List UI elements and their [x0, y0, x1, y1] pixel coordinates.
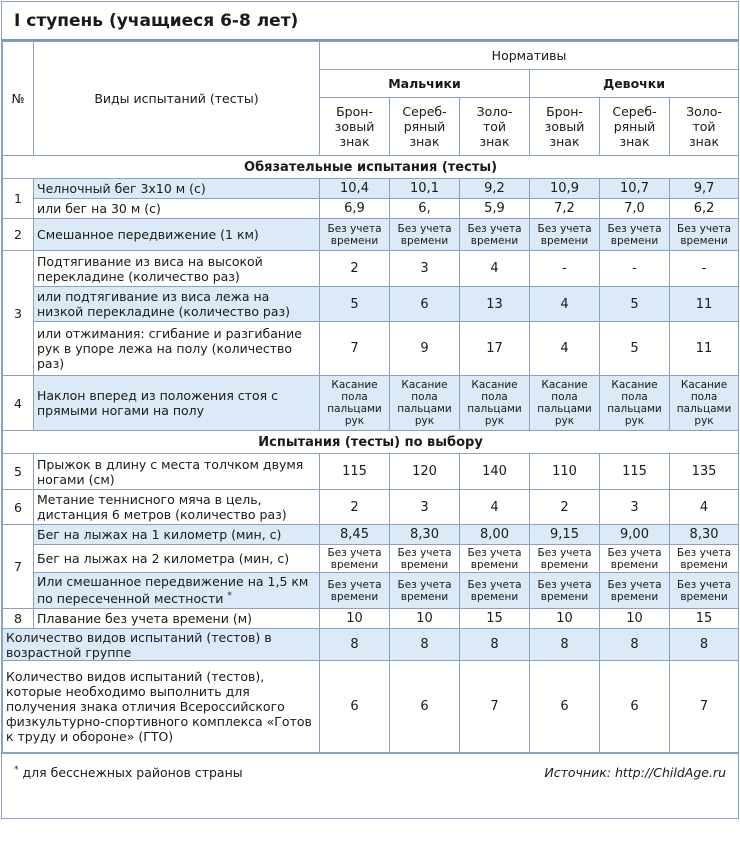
norm-value-boys-silver: Без учета времени — [390, 545, 460, 573]
norm-value-boys-gold: Без учета времени — [460, 573, 530, 609]
norm-value-boys-gold: Касание пола пальцами рук — [460, 376, 530, 431]
norm-value-girls-gold: 8,30 — [670, 525, 739, 545]
norm-value-boys-gold: 4 — [460, 490, 530, 525]
test-name: Подтягивание из виса на высокой перекладине (количество раз) — [34, 251, 320, 287]
norm-value-boys-bronze: 10 — [320, 609, 390, 629]
norm-value-girls-gold: 15 — [670, 609, 739, 629]
table-row — [3, 629, 739, 661]
norm-value-girls-bronze: 7,2 — [530, 199, 600, 219]
norm-value-girls-gold: Без учета времени — [670, 545, 739, 573]
header-tests: Виды испытаний (тесты) — [34, 42, 320, 156]
norm-value-girls-bronze: 110 — [530, 454, 600, 490]
norm-value-girls-bronze: 10 — [530, 609, 600, 629]
table-row — [3, 179, 739, 199]
header-girls: Девочки — [530, 70, 739, 98]
norm-value-boys-bronze: 5 — [320, 287, 390, 322]
header-silver-badge-boys: Сереб- ряный знак — [390, 98, 460, 156]
header-gold-badge-girls: Золо- той знак — [670, 98, 739, 156]
header-silver-badge-girls: Сереб- ряный знак — [600, 98, 670, 156]
norm-value-girls-silver: 8 — [600, 629, 670, 661]
table-row — [3, 287, 739, 322]
page-title-bar — [2, 2, 738, 41]
norm-value-boys-gold: 15 — [460, 609, 530, 629]
norm-value-girls-bronze: 6 — [530, 661, 600, 753]
norm-value-girls-silver: 9,00 — [600, 525, 670, 545]
header-bronze-badge-girls: Брон- зовый знак — [530, 98, 600, 156]
norm-value-girls-silver: 5 — [600, 287, 670, 322]
row-number: 8 — [3, 609, 34, 629]
norm-value-boys-silver: Касание пола пальцами рук — [390, 376, 460, 431]
norm-value-boys-bronze: 2 — [320, 490, 390, 525]
norm-value-boys-silver: 6 — [390, 661, 460, 753]
norm-value-girls-silver: 10 — [600, 609, 670, 629]
norm-value-boys-bronze: Без учета времени — [320, 545, 390, 573]
test-name: Наклон вперед из положения стоя с прямыми ногами на полу — [34, 376, 320, 431]
table-row — [3, 490, 739, 525]
header-bronze-badge-boys: Брон- зовый знак — [320, 98, 390, 156]
test-name: Прыжок в длину с места толчком двумя ногами (см) — [34, 454, 320, 490]
source-text: Источник: http://ChildAge.ru — [544, 765, 726, 780]
norm-value-girls-silver: 10,7 — [600, 179, 670, 199]
norm-value-girls-silver: Без учета времени — [600, 573, 670, 609]
row-number: 2 — [3, 219, 34, 251]
norm-value-boys-silver: 3 — [390, 251, 460, 287]
norm-value-boys-bronze: 7 — [320, 322, 390, 376]
table-row — [3, 219, 739, 251]
norm-value-girls-silver: Без учета времени — [600, 545, 670, 573]
row-number: 1 — [3, 179, 34, 219]
row-number: 7 — [3, 525, 34, 609]
norm-value-girls-gold: Без учета времени — [670, 573, 739, 609]
test-name: или подтягивание из виса лежа на низкой перекладине (количество раз) — [34, 287, 320, 322]
test-name: или отжимания: сгибание и разгибание рук в упоре лежа на полу (количество раз) — [34, 322, 320, 376]
norm-value-boys-silver: 6, — [390, 199, 460, 219]
norm-value-boys-bronze: 8 — [320, 629, 390, 661]
norm-value-boys-gold: Без учета времени — [460, 219, 530, 251]
test-name: или бег на 30 м (с) — [34, 199, 320, 219]
norm-value-boys-silver: 3 — [390, 490, 460, 525]
table-row — [3, 199, 739, 219]
norm-value-boys-silver: 8 — [390, 629, 460, 661]
norm-value-girls-silver: 3 — [600, 490, 670, 525]
norm-value-boys-gold: 13 — [460, 287, 530, 322]
norm-value-girls-bronze: 4 — [530, 322, 600, 376]
row-number: 3 — [3, 251, 34, 376]
norm-value-boys-silver: 6 — [390, 287, 460, 322]
norm-value-girls-gold: - — [670, 251, 739, 287]
norm-value-boys-gold: 140 — [460, 454, 530, 490]
norm-value-boys-silver: Без учета времени — [390, 219, 460, 251]
norm-value-girls-gold: Без учета времени — [670, 219, 739, 251]
header-gold-badge-boys: Золо- той знак — [460, 98, 530, 156]
header-num: № — [3, 42, 34, 156]
norm-value-girls-silver: Касание пола пальцами рук — [600, 376, 670, 431]
norm-value-boys-silver: 10 — [390, 609, 460, 629]
norm-value-girls-gold: 11 — [670, 322, 739, 376]
norm-value-girls-silver: - — [600, 251, 670, 287]
norm-value-boys-gold: 7 — [460, 661, 530, 753]
norm-value-girls-gold: 135 — [670, 454, 739, 490]
norm-value-girls-gold: 8 — [670, 629, 739, 661]
test-name: Или смешанное передвижение на 1,5 км по пересеченной местности * — [34, 573, 320, 609]
norm-value-girls-bronze: Без учета времени — [530, 219, 600, 251]
norm-value-boys-bronze: 2 — [320, 251, 390, 287]
norm-value-boys-gold: 8,00 — [460, 525, 530, 545]
norm-value-boys-gold: 9,2 — [460, 179, 530, 199]
norm-value-girls-silver: Без учета времени — [600, 219, 670, 251]
norm-value-boys-silver: 8,30 — [390, 525, 460, 545]
norm-value-girls-gold: Касание пола пальцами рук — [670, 376, 739, 431]
table-row — [3, 376, 739, 431]
table-row — [3, 322, 739, 376]
summary-label: Количество видов испытаний (тестов) в возрастной группе — [3, 629, 320, 661]
footnote: * для бесснежных районов страны — [14, 764, 243, 781]
norm-value-boys-bronze: 6,9 — [320, 199, 390, 219]
norm-value-boys-silver: 10,1 — [390, 179, 460, 199]
test-name: Плавание без учета времени (м) — [34, 609, 320, 629]
norm-value-girls-bronze: 8 — [530, 629, 600, 661]
test-name: Смешанное передвижение (1 км) — [34, 219, 320, 251]
norm-value-boys-bronze: Без учета времени — [320, 573, 390, 609]
norm-value-boys-gold: 8 — [460, 629, 530, 661]
norm-value-boys-bronze: Без учета времени — [320, 219, 390, 251]
norm-value-girls-bronze: Без учета времени — [530, 545, 600, 573]
norm-value-girls-silver: 6 — [600, 661, 670, 753]
norm-value-girls-gold: 4 — [670, 490, 739, 525]
table-row — [3, 251, 739, 287]
norm-value-girls-gold: 11 — [670, 287, 739, 322]
section-optional: Испытания (тесты) по выбору — [3, 431, 739, 454]
test-name: Метание теннисного мяча в цель, дистанция 6 метров (количество раз) — [34, 490, 320, 525]
norm-value-boys-silver: Без учета времени — [390, 573, 460, 609]
test-name: Бег на лыжах на 1 километр (мин, с) — [34, 525, 320, 545]
norm-value-boys-silver: 9 — [390, 322, 460, 376]
row-number: 6 — [3, 490, 34, 525]
section-mandatory: Обязательные испытания (тесты) — [3, 156, 739, 179]
norms-table — [2, 41, 739, 753]
norm-value-boys-bronze: 115 — [320, 454, 390, 490]
gto-norms-page — [1, 1, 739, 819]
norm-value-girls-bronze: 2 — [530, 490, 600, 525]
table-row — [3, 609, 739, 629]
norm-value-girls-gold: 6,2 — [670, 199, 739, 219]
table-row — [3, 454, 739, 490]
table-row — [3, 573, 739, 609]
norm-value-boys-gold: 17 — [460, 322, 530, 376]
table-row — [3, 545, 739, 573]
norm-value-girls-bronze: 10,9 — [530, 179, 600, 199]
norm-value-boys-gold: 4 — [460, 251, 530, 287]
header-boys: Мальчики — [320, 70, 530, 98]
norm-value-boys-bronze: 6 — [320, 661, 390, 753]
norm-value-girls-silver: 7,0 — [600, 199, 670, 219]
norm-value-girls-bronze: Касание пола пальцами рук — [530, 376, 600, 431]
test-name: Бег на лыжах на 2 километра (мин, с) — [34, 545, 320, 573]
norm-value-boys-bronze: 8,45 — [320, 525, 390, 545]
table-row — [3, 661, 739, 753]
norm-value-boys-bronze: 10,4 — [320, 179, 390, 199]
norm-value-girls-gold: 9,7 — [670, 179, 739, 199]
norm-value-girls-bronze: - — [530, 251, 600, 287]
norm-value-girls-silver: 115 — [600, 454, 670, 490]
summary-label: Количество видов испытаний (тестов), которые необходимо выполнить для получения знака отличия Всероссийского физкультурно-спортивного комплекса «Готов к труду и обороне» (ГТО) — [3, 661, 320, 753]
header-norms: Нормативы — [320, 42, 739, 70]
norm-value-girls-bronze: Без учета времени — [530, 573, 600, 609]
row-number: 4 — [3, 376, 34, 431]
table-row — [3, 525, 739, 545]
page-title: I ступень (учащиеся 6-8 лет) — [14, 10, 299, 31]
norm-value-girls-bronze: 9,15 — [530, 525, 600, 545]
norm-value-boys-bronze: Касание пола пальцами рук — [320, 376, 390, 431]
norm-value-girls-bronze: 4 — [530, 287, 600, 322]
norm-value-boys-gold: Без учета времени — [460, 545, 530, 573]
norm-value-girls-silver: 5 — [600, 322, 670, 376]
row-number: 5 — [3, 454, 34, 490]
norm-value-girls-gold: 7 — [670, 661, 739, 753]
norm-value-boys-silver: 120 — [390, 454, 460, 490]
footer — [2, 753, 738, 791]
norm-value-boys-gold: 5,9 — [460, 199, 530, 219]
test-name: Челночный бег 3х10 м (с) — [34, 179, 320, 199]
